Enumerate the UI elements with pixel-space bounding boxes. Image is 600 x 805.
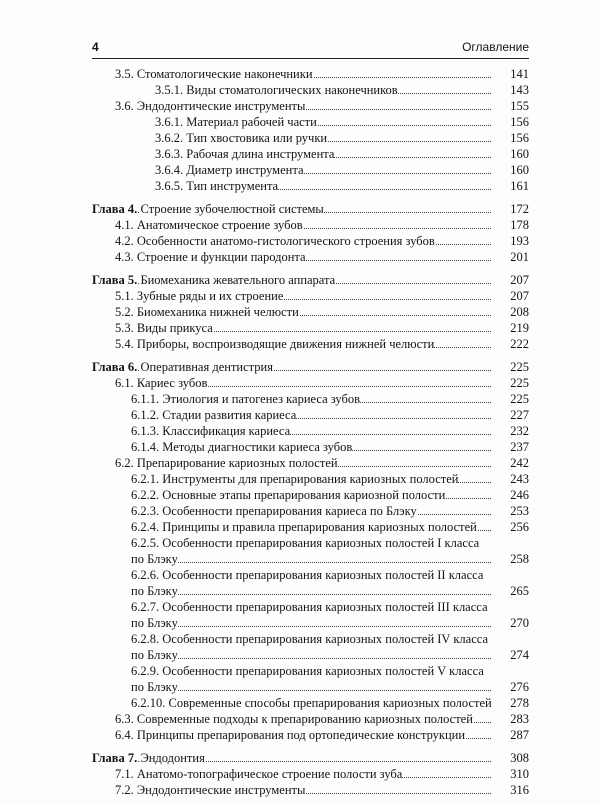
page-ref: 156: [510, 131, 529, 145]
entry-title: Эндодонтия: [140, 751, 205, 765]
toc-entry-text: [131, 503, 491, 519]
entry-title: 5.4. Приборы, воспроизводящие движения нижней челюсти: [115, 337, 435, 351]
page-ref: 193: [510, 234, 529, 248]
toc-entry[interactable]: [92, 336, 529, 352]
page-ref: 253: [510, 504, 529, 518]
toc-entry[interactable]: [92, 233, 529, 249]
toc-entry-text: [115, 375, 491, 391]
toc-entry[interactable]: [92, 249, 529, 265]
toc-entry[interactable]: [92, 288, 529, 304]
entry-title: 6.2.10. Современные способы препарирования кариозных полостей: [131, 696, 492, 710]
toc-entry-text: [131, 487, 491, 503]
toc-entry-text: [131, 439, 491, 455]
entry-title: 3.6.5. Тип инструмента: [155, 179, 279, 193]
toc-entry[interactable]: [92, 535, 529, 567]
entry-title: 6.3. Современные подходы к препарированию кариозных полостей: [115, 712, 473, 726]
toc-entry-text: [115, 766, 491, 782]
page-ref: 246: [510, 488, 529, 502]
page-ref: 308: [510, 751, 529, 765]
toc-entry-text: [115, 336, 491, 352]
chapter-label: Глава 6.: [92, 360, 138, 374]
entry-title: 6.1. Кариес зубов: [115, 376, 208, 390]
toc-entry[interactable]: [92, 82, 529, 98]
header-rule: [92, 58, 529, 59]
entry-title: 6.1.3. Классификация кариеса: [131, 424, 291, 438]
toc-entry-text: [131, 519, 491, 535]
toc-entry[interactable]: [92, 599, 529, 631]
chapter-label: Глава 7.: [92, 751, 138, 765]
toc-entry[interactable]: [92, 663, 529, 695]
page-ref: 283: [510, 712, 529, 726]
toc-entry[interactable]: [92, 455, 529, 471]
page-ref: 256: [510, 520, 529, 534]
toc-section: [92, 272, 529, 352]
entry-title: 6.2.9. Особенности препарирования кариозных полостей V класса по Блэку: [131, 664, 484, 694]
table-of-contents: [92, 66, 529, 805]
page-ref: 207: [510, 273, 529, 287]
entry-title: 6.2.6. Особенности препарирования кариозных полостей II класса по Блэку: [131, 568, 484, 598]
toc-entry[interactable]: [92, 631, 529, 663]
entry-title: 3.5.1. Виды стоматологических наконечников: [155, 83, 398, 97]
entry-title: 3.6.1. Материал рабочей части: [155, 115, 317, 129]
toc-entry-text: [131, 663, 491, 695]
toc-entry[interactable]: [92, 695, 529, 711]
entry-title: 3.6.3. Рабочая длина инструмента: [155, 147, 335, 161]
chapter-label: Глава 4.: [92, 202, 138, 216]
toc-entry-text: [115, 233, 491, 249]
entry-title: 6.2.3. Особенности препарирования кариеса по Блэку: [131, 504, 417, 518]
page-ref: 172: [510, 202, 529, 216]
toc-entry-text: [155, 82, 491, 98]
toc-entry[interactable]: [92, 423, 529, 439]
page-ref: 208: [510, 305, 529, 319]
toc-entry[interactable]: [92, 407, 529, 423]
toc-entry[interactable]: [92, 782, 529, 798]
entry-title: 5.3. Виды прикуса: [115, 321, 213, 335]
chapter-label: Глава 5.: [92, 273, 138, 287]
toc-section: [92, 359, 529, 743]
entry-title: 6.2.8. Особенности препарирования кариозных полостей IV класса по Блэку: [131, 632, 489, 662]
toc-entry-text: [92, 359, 491, 375]
toc-entry[interactable]: [92, 727, 529, 743]
entry-title: 6.1.2. Стадии развития кариеса: [131, 408, 297, 422]
page-ref: 242: [510, 456, 529, 470]
toc-entry[interactable]: [92, 217, 529, 233]
toc-entry[interactable]: [92, 391, 529, 407]
page-ref: 161: [510, 179, 529, 193]
toc-entry[interactable]: [92, 471, 529, 487]
toc-entry-text: [115, 288, 491, 304]
entry-title: 5.2. Биомеханика нижней челюсти: [115, 305, 299, 319]
page-ref: 155: [510, 99, 529, 113]
toc-entry-text: [131, 599, 491, 631]
toc-entry[interactable]: [92, 66, 529, 82]
toc-entry[interactable]: [92, 711, 529, 727]
entry-title: 4.2. Особенности анатомо-гистологического строения зубов: [115, 234, 435, 248]
toc-entry-text: [131, 535, 491, 567]
toc-entry-text: [115, 66, 491, 82]
toc-chapter-entry[interactable]: [92, 359, 529, 375]
toc-entry[interactable]: [92, 439, 529, 455]
entry-title: 7.2. Эндодонтические инструменты: [115, 783, 306, 797]
page-ref: 225: [510, 360, 529, 374]
page-ref: 225: [510, 376, 529, 390]
entry-title: 6.2.2. Основные этапы препарирования кариозной полости: [131, 488, 446, 502]
toc-entry-text: [131, 567, 491, 599]
toc-chapter-entry[interactable]: [92, 201, 529, 217]
toc-entry-text: [92, 750, 491, 766]
toc-entry-text: [115, 304, 491, 320]
entry-title: 3.6.4. Диаметр инструмента: [155, 163, 304, 177]
entry-title: 6.2.7. Особенности препарирования кариозных полостей III класса по Блэку: [131, 600, 488, 630]
page-ref: 274: [510, 648, 529, 662]
toc-entry[interactable]: [92, 320, 529, 336]
toc-entry-text: [155, 114, 491, 130]
toc-entry-text: [115, 98, 491, 114]
toc-entry-text: [155, 146, 491, 162]
toc-entry-text: [115, 217, 491, 233]
toc-entry[interactable]: [92, 98, 529, 114]
page-number: 4: [92, 40, 99, 54]
toc-entry[interactable]: [92, 567, 529, 599]
toc-entry[interactable]: [92, 503, 529, 519]
page-ref: 310: [510, 767, 529, 781]
page-ref: 207: [510, 289, 529, 303]
toc-chapter-entry[interactable]: [92, 272, 529, 288]
page-ref: 232: [510, 424, 529, 438]
entry-title: 6.2. Препарирование кариозных полостей: [115, 456, 338, 470]
toc-entry[interactable]: [92, 114, 529, 130]
page-ref: 316: [510, 783, 529, 797]
entry-title: 3.6.2. Тип хвостовика или ручки: [155, 131, 328, 145]
entry-title: 3.6. Эндодонтические инструменты: [115, 99, 306, 113]
toc-entry[interactable]: [92, 766, 529, 782]
entry-title: Строение зубочелюстной системы: [140, 202, 324, 216]
toc-entry[interactable]: [92, 178, 529, 194]
entry-title: Оперативная дентистрия: [140, 360, 273, 374]
toc-entry[interactable]: [92, 304, 529, 320]
page-ref: 287: [510, 728, 529, 742]
toc-entry-text: [115, 727, 491, 743]
running-head: Оглавление: [462, 40, 529, 54]
entry-title: 7.1. Анатомо-топографическое строение полости зуба: [115, 767, 403, 781]
entry-title: 6.2.1. Инструменты для препарирования кариозных полостей: [131, 472, 459, 486]
toc-entry-text: [115, 711, 491, 727]
page-ref: 219: [510, 321, 529, 335]
toc-entry[interactable]: [92, 130, 529, 146]
page-ref: 156: [510, 115, 529, 129]
toc-entry-text: [131, 631, 491, 663]
page-ref: 265: [510, 584, 529, 598]
entry-title: 5.1. Зубные ряды и их строение: [115, 289, 284, 303]
page-ref: 270: [510, 616, 529, 630]
toc-entry[interactable]: [92, 375, 529, 391]
toc-entry-text: [92, 272, 491, 288]
toc-entry-text: [155, 162, 491, 178]
page-ref: 258: [510, 552, 529, 566]
toc-entry-text: [131, 407, 491, 423]
toc-section: [92, 201, 529, 265]
toc-entry[interactable]: [92, 162, 529, 178]
page-ref: 160: [510, 163, 529, 177]
toc-entry-text: [131, 695, 491, 711]
page-ref: 143: [510, 83, 529, 97]
toc-entry[interactable]: [92, 146, 529, 162]
page-ref: 237: [510, 440, 529, 454]
toc-entry[interactable]: [92, 487, 529, 503]
page-ref: 225: [510, 392, 529, 406]
page-ref: 141: [510, 67, 529, 81]
entry-title: 6.2.5. Особенности препарирования кариозных полостей I класса по Блэку: [131, 536, 480, 566]
page-ref: 201: [510, 250, 529, 264]
toc-entry-text: [115, 320, 491, 336]
toc-chapter-entry[interactable]: [92, 750, 529, 766]
toc-entry-text: [115, 455, 491, 471]
toc-entry[interactable]: [92, 519, 529, 535]
page-ref: 243: [510, 472, 529, 486]
toc-entry-text: [131, 471, 491, 487]
toc-section: [92, 66, 529, 194]
page-ref: 160: [510, 147, 529, 161]
page-ref: 278: [510, 696, 529, 710]
entry-title: 6.4. Принципы препарирования под ортопедические конструкции: [115, 728, 466, 742]
entry-title: 6.1.4. Методы диагностики кариеса зубов: [131, 440, 353, 454]
toc-entry-text: [155, 178, 491, 194]
toc-entry-text: [131, 391, 491, 407]
toc-entry-text: [115, 782, 491, 798]
toc-section: [92, 750, 529, 798]
entry-title: 3.5. Стоматологические наконечники: [115, 67, 313, 81]
entry-title: 4.1. Анатомическое строение зубов: [115, 218, 303, 232]
entry-title: Биомеханика жевательного аппарата: [140, 273, 336, 287]
entry-title: 4.3. Строение и функции пародонта: [115, 250, 306, 264]
entry-title: 6.1.1. Этиология и патогенез кариеса зубов: [131, 392, 361, 406]
page-ref: 222: [510, 337, 529, 351]
toc-entry-text: [115, 249, 491, 265]
page-ref: 178: [510, 218, 529, 232]
toc-entry-text: [155, 130, 491, 146]
page-ref: 276: [510, 680, 529, 694]
page-ref: 227: [510, 408, 529, 422]
entry-title: 6.2.4. Принципы и правила препарирования кариозных полостей: [131, 520, 477, 534]
toc-entry-text: [92, 201, 491, 217]
page-header: [92, 38, 529, 56]
toc-entry-text: [131, 423, 491, 439]
